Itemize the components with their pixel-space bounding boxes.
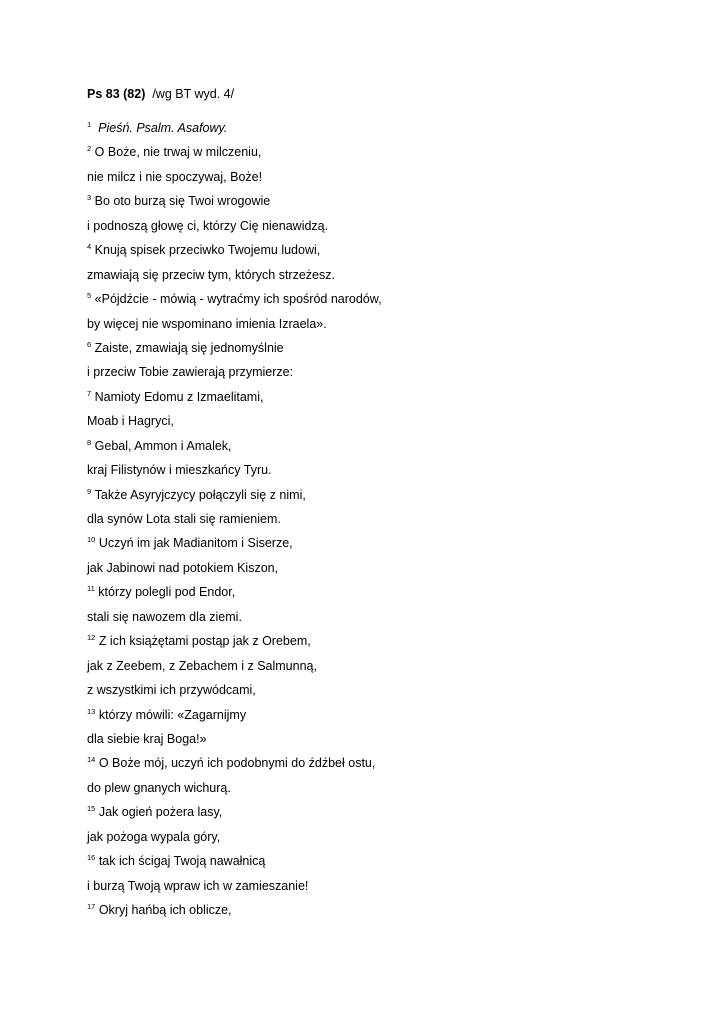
verse-line [87,706,382,730]
verse-text: O Boże mój, uczyń ich podobnymi do źdźbeł ostu, [98,756,376,771]
verse-number: 4 [87,242,92,252]
verse-line [87,632,382,656]
verse-number: 1 [87,120,92,129]
verse-text: Pieśń. Psalm. Asafowy. [98,121,228,135]
verse-line [87,559,382,583]
verse-text: dla synów Lota stali się ramieniem. [87,512,281,526]
verse-number: 16 [87,853,96,863]
verse-number: 14 [87,755,96,765]
verse-line [87,192,382,216]
verse-text: i przeciw Tobie zawierają przymierze: [87,365,294,380]
verse-number: 13 [87,706,96,716]
verse-text: i burzą Twoją wpraw ich w zamieszanie! [87,878,309,893]
verse-number: 3 [87,193,92,203]
verse-text: którzy mówili: «Zagarnijmy [98,707,247,722]
verse-line [87,437,382,461]
verse-text: O Boże, nie trwaj w milczeniu, [94,145,262,160]
verse-line [87,779,382,803]
verse-line [87,143,382,167]
verse-number: 12 [87,633,96,643]
verse-number: 11 [87,584,95,594]
verse-line [87,290,382,314]
verse-text: którzy polegli pod Endor, [98,585,236,600]
psalm-title [87,86,234,102]
verse-text: kraj Filistynów i mieszkańcy Tyru. [87,463,272,478]
verse-line [87,657,382,681]
verse-line [87,412,382,436]
verse-line [87,828,382,852]
verse-number: 10 [87,535,96,545]
psalm-text [87,119,382,925]
verse-number: 5 [87,291,92,301]
verse-line [87,168,382,192]
verse-line [87,877,382,901]
verse-text: Jak ogień pożera lasy, [98,805,223,820]
verse-text: nie milcz i nie spoczywaj, Boże! [87,169,263,184]
verse-text: Knują spisek przeciwko Twojemu ludowi, [94,243,321,258]
verse-number: 17 [87,902,96,911]
verse-text: jak z Zeebem, z Zebachem i z Salmunną, [87,658,317,673]
verse-line [87,754,382,778]
verse-text: Uczyń im jak Madianitom i Siserze, [98,536,293,551]
verse-text: «Pójdźcie - mówią - wytraćmy ich spośród narodów, [94,292,382,307]
verse-line [87,583,382,607]
verse-text: jak pożoga wypala góry, [87,829,221,844]
verse-line [87,730,382,754]
verse-text: Zaiste, zmawiają się jednomyślnie [94,340,284,355]
verse-number: 6 [87,339,92,349]
verse-line [87,388,382,412]
verse-line [87,510,382,534]
verse-text: zmawiają się przeciw tym, których strzeżesz. [87,267,335,282]
verse-line [87,803,382,827]
verse-text: by więcej nie wspominano imienia Izraela». [87,316,327,331]
verse-text: stali się nawozem dla ziemi. [87,609,242,624]
verse-line [87,901,382,925]
verse-line [87,315,382,339]
verse-text: dla siebie kraj Boga!» [87,731,207,746]
verse-text: Także Asyryjczycy połączyli się z nimi, [94,487,306,502]
verse-line [87,852,382,876]
verse-number: 7 [87,388,92,398]
verse-line [87,217,382,241]
verse-text: Okryj hańbą ich oblicze, [98,903,232,917]
verse-line [87,608,382,632]
verse-line [87,339,382,363]
psalm-number: Ps 83 (82) [87,87,146,101]
verse-line [87,363,382,387]
verse-line [87,266,382,290]
verse-line [87,461,382,485]
verse-text: do plew gnanych wichurą. [87,780,231,795]
verse-number: 2 [87,144,92,154]
verse-text: Z ich książętami postąp jak z Orebem, [98,634,311,649]
verse-text: Moab i Hagryci, [87,414,174,429]
verse-text: Namioty Edomu z Izmaelitami, [94,389,264,404]
verse-line [87,681,382,705]
translation-note: /wg BT wyd. 4/ [152,87,235,101]
verse-text: jak Jabinowi nad potokiem Kiszon, [87,560,279,575]
verse-text: tak ich ścigaj Twoją nawałnicą [98,854,266,869]
verse-line [87,534,382,558]
verse-text: Gebal, Ammon i Amalek, [94,438,232,453]
verse-line [87,241,382,265]
verse-number: 15 [87,804,96,814]
verse-line [87,119,382,143]
verse-text: i podnoszą głowę ci, którzy Cię nienawidzą. [87,218,329,233]
verse-text: Bo oto burzą się Twoi wrogowie [94,194,271,209]
verse-text: z wszystkimi ich przywódcami, [87,683,256,698]
verse-number: 9 [87,486,92,496]
verse-number: 8 [87,437,92,447]
verse-line [87,486,382,510]
